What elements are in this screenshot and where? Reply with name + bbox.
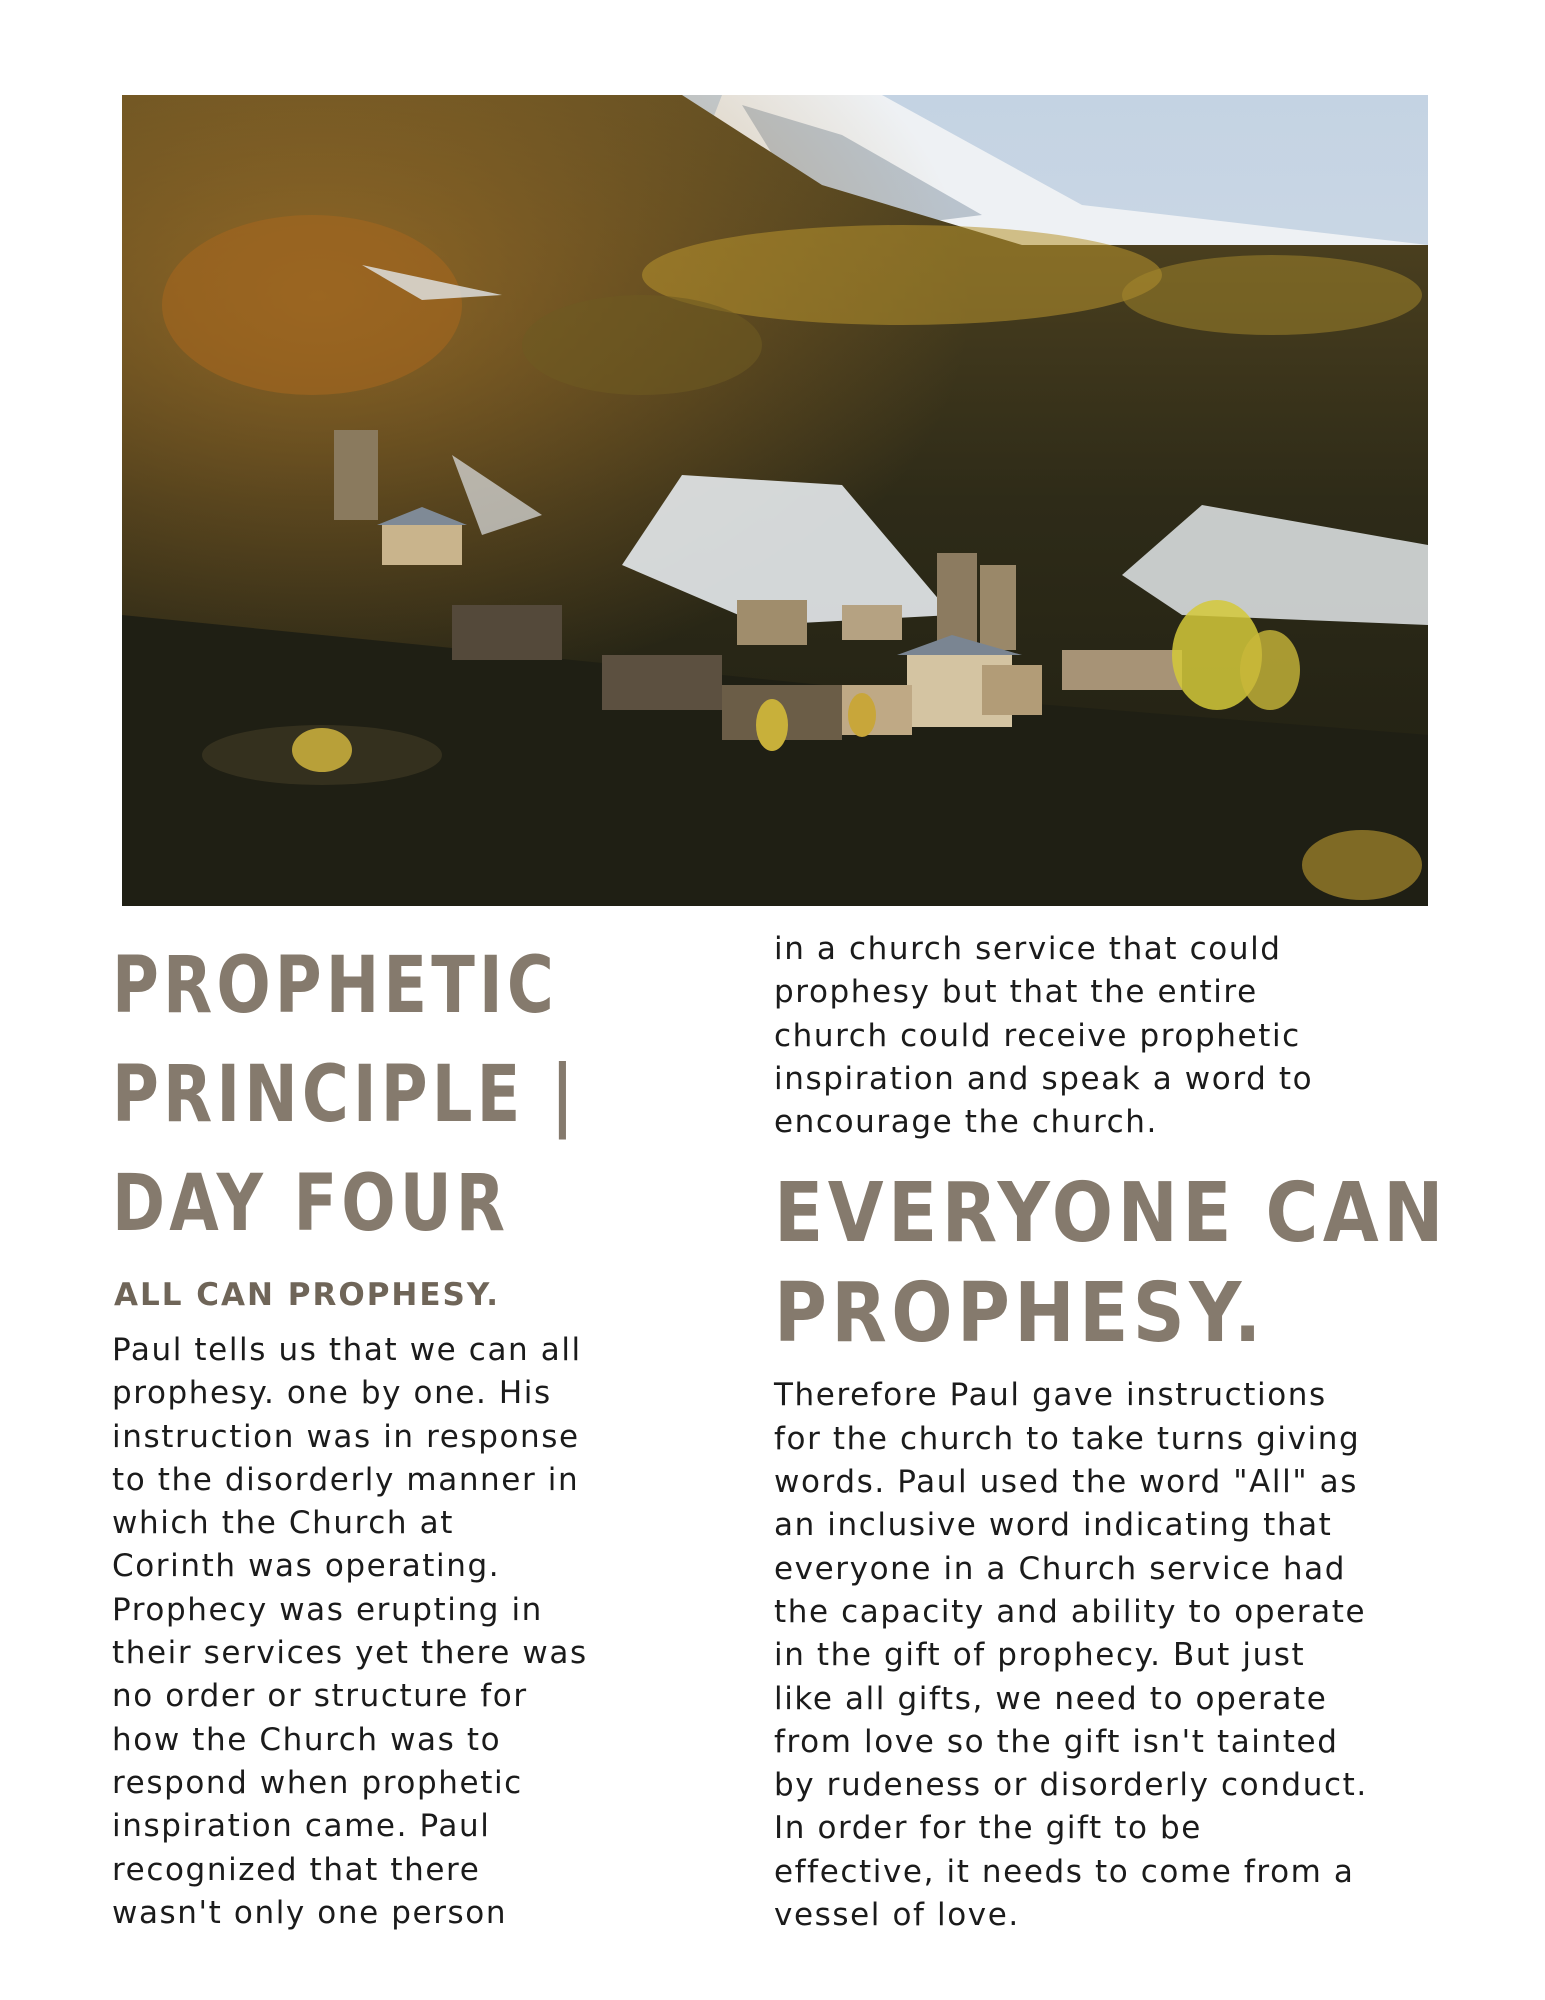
left-column [112,932,682,1935]
title-line: PROPHETIC [112,941,558,1031]
title-line: DAY FOUR [112,1159,510,1249]
title-line: PRINCIPLE | [112,1050,579,1140]
hero-photo [122,95,1428,906]
subtitle: ALL CAN PROPHESY. [114,1277,500,1313]
village-landscape-image [122,95,1428,906]
heading-line: EVERYONE CAN [774,1166,1448,1262]
right-column [774,928,1474,1937]
body-paragraph: Therefore Paul gave instructions for the church to take turns giving words. Paul used the word "All" as an inclusive word indicating that everyone in a Church service had the capacity and ability to operate in the gift of prophecy. But just like all gifts, we need to operate from love so the gift isn't tainted by rudeness or disorderly conduct. In order for the gift to be effective, it needs to come from a vessel of love. [774,1377,1368,1934]
page-title [112,932,579,1259]
continued-paragraph: in a church service that could prophesy but that the entire church could receive prophetic inspiration and speak a word to encourage the church. [774,931,1314,1141]
heading-line: PROPHESY. [774,1266,1266,1362]
section-heading [774,1164,1448,1364]
body-paragraph: Paul tells us that we can all prophesy. one by one. His instruction was in response to the disorderly manner in which the Church at Corinth was operating. Prophecy was erupting in their services yet there was no order or structure for how the Church was to respond when prophetic inspiration came. Paul recognized that there wasn't only one person [112,1332,588,1931]
